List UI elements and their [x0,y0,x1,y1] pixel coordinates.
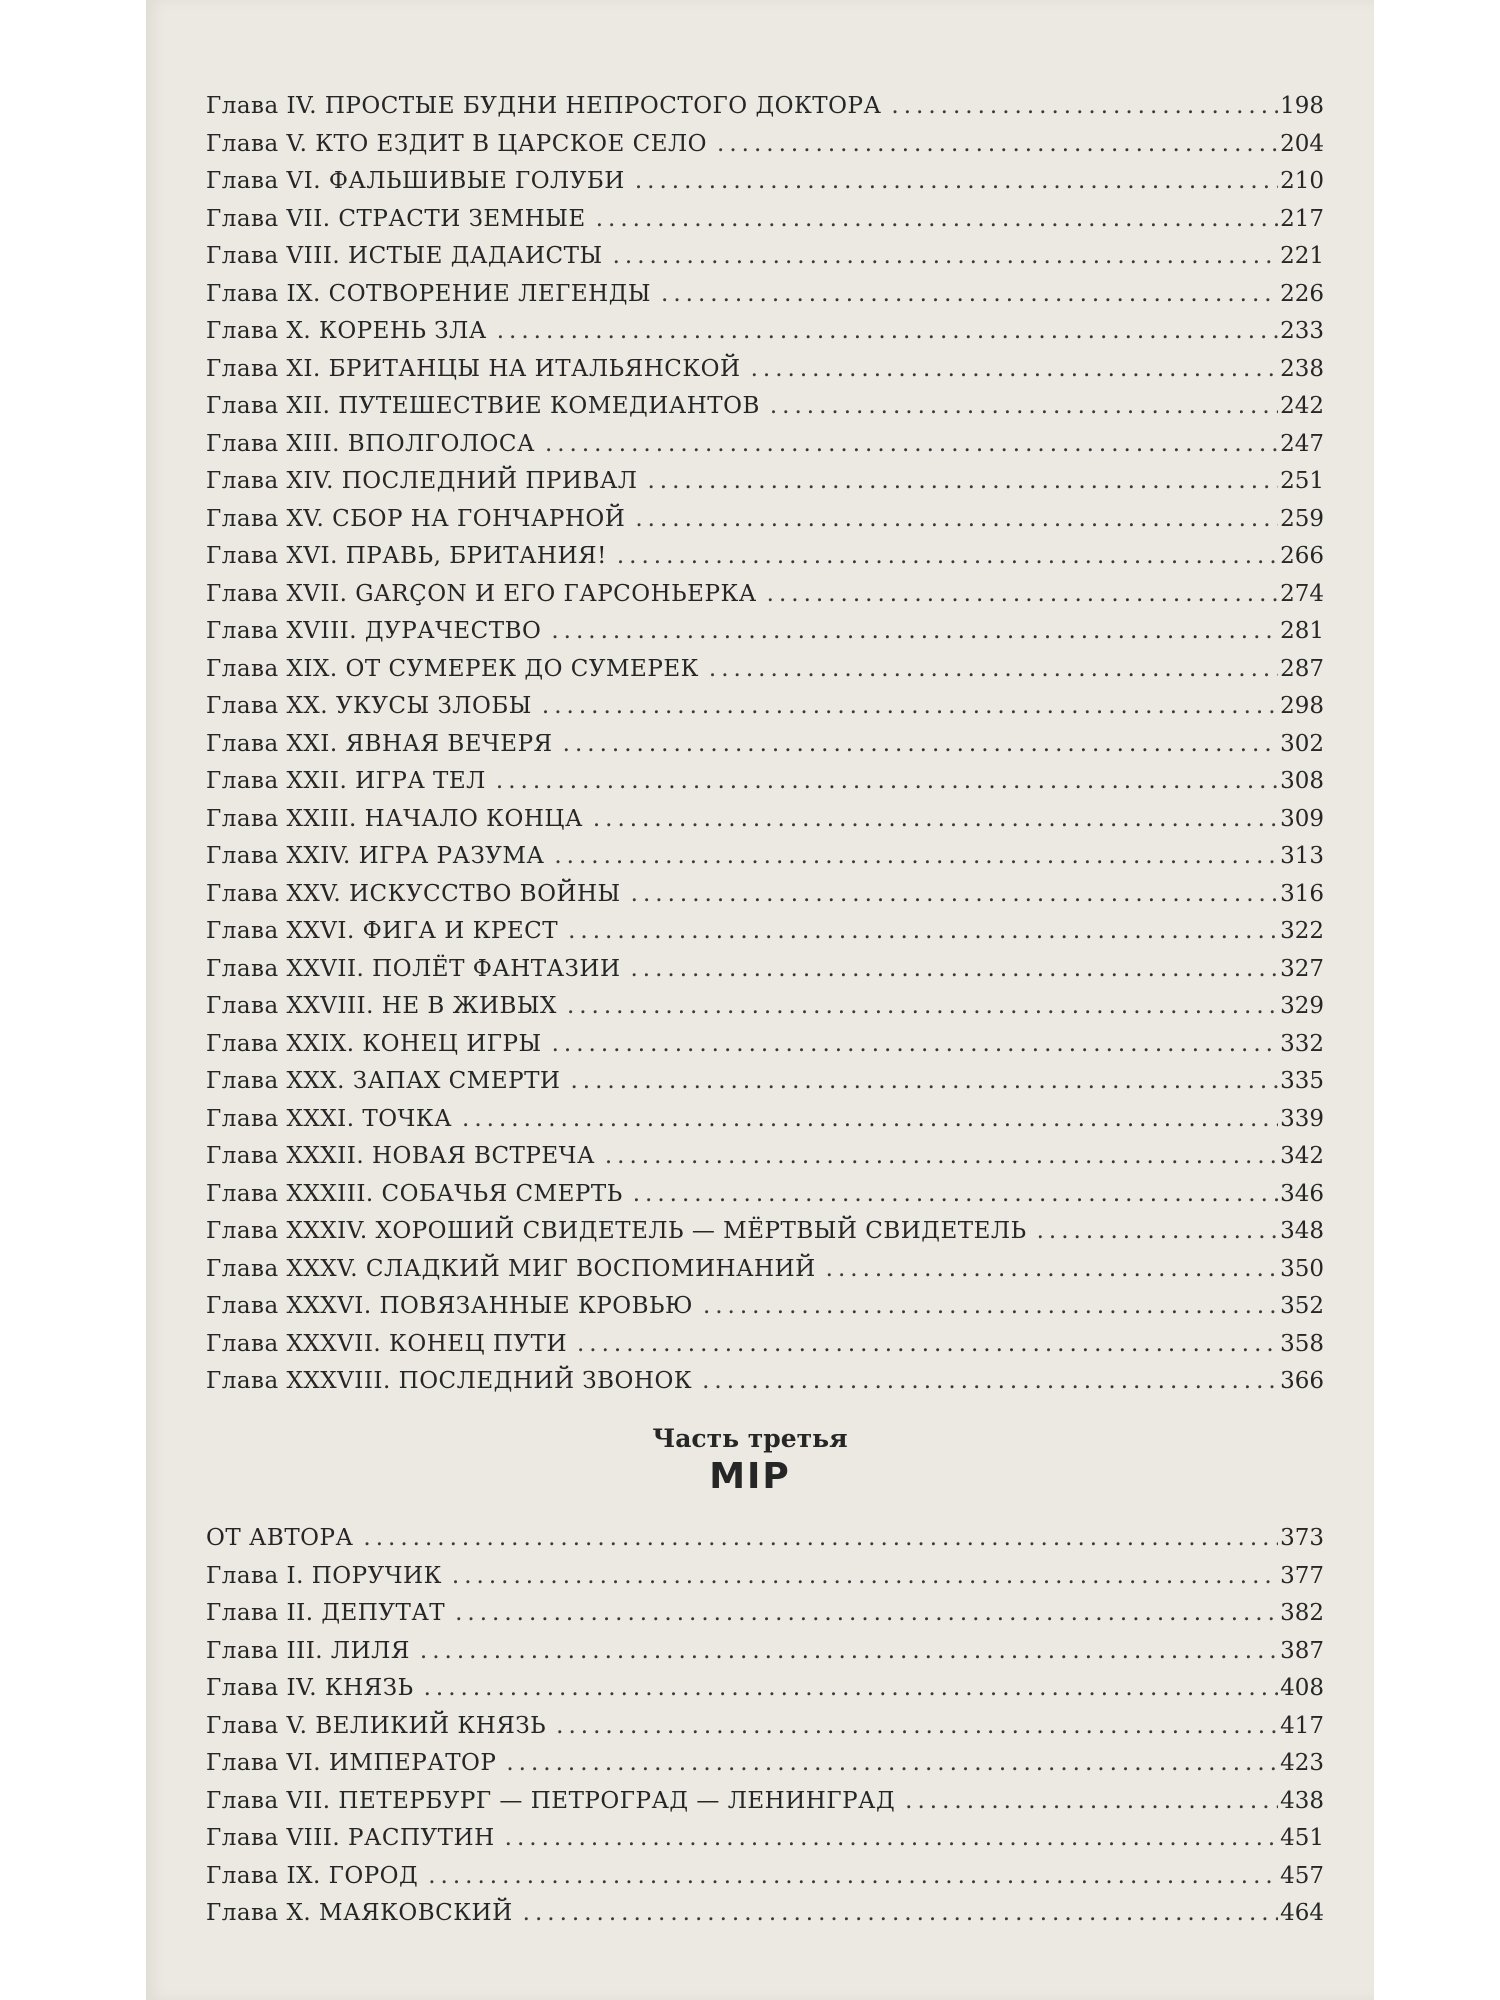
toc-entry [206,1026,1324,1064]
toc-entry [206,1633,1324,1671]
toc-entry-page: 221 [1280,243,1324,269]
dot-leader [596,201,1278,239]
toc-entry-page: 366 [1280,1368,1324,1394]
toc-entry-page: 274 [1280,580,1324,607]
toc-entry-title: Глава XIV. ПОСЛЕДНИЙ ПРИВАЛ [206,468,638,494]
dot-leader [568,913,1278,951]
toc-entry-page: 342 [1280,1143,1324,1169]
toc-entry-page: 302 [1280,730,1324,757]
dot-leader [567,988,1278,1026]
toc-entry-title: Глава X. КОРЕНЬ ЗЛА [206,318,487,344]
dot-leader [770,388,1278,426]
toc-section-part-three [206,1520,1324,1933]
toc-entry-title: Глава IV. КНЯЗЬ [206,1675,414,1701]
toc-entry-page: 408 [1280,1675,1324,1701]
toc-section-first [206,88,1324,1401]
toc-entry-title: Глава XXXVIII. ПОСЛЕДНИЙ ЗВОНОК [206,1368,693,1394]
toc-entry [206,1595,1324,1633]
toc-entry [206,313,1324,351]
dot-leader [554,838,1278,876]
toc-entry [206,763,1324,801]
part-title: MIP [709,1456,791,1497]
dot-leader [751,351,1278,389]
toc-entry [206,163,1324,201]
toc-entry [206,1213,1324,1251]
dot-leader [506,1745,1278,1783]
toc-entry-page: 451 [1280,1825,1324,1851]
dot-leader [577,1326,1278,1364]
dot-leader [826,1251,1278,1289]
toc-entry-page: 266 [1280,543,1324,569]
toc-entry [206,1895,1324,1933]
toc-entry [206,801,1324,839]
dot-leader [635,501,1278,539]
toc-entry-page: 259 [1280,505,1324,532]
toc-entry-title: Глава XX. УКУСЫ ЗЛОБЫ [206,693,532,719]
toc-entry-page: 352 [1280,1293,1324,1319]
toc-entry-page: 298 [1280,693,1324,719]
dot-leader [497,313,1278,351]
toc-entry-page: 217 [1280,205,1324,232]
toc-entry-title: Глава IV. ПРОСТЫЕ БУДНИ НЕПРОСТОГО ДОКТОРА [206,93,882,119]
toc-entry [206,1858,1324,1896]
toc-entry [206,1708,1324,1746]
dot-leader [593,801,1278,839]
dot-leader [455,1595,1278,1633]
toc-entry-page: 198 [1280,93,1324,119]
toc-entry-page: 329 [1280,993,1324,1019]
toc-entry-title: Глава XXVII. ПОЛЁТ ФАНТАЗИИ [206,955,621,982]
dot-leader [703,1288,1278,1326]
dot-leader [1037,1213,1278,1251]
toc-entry [206,388,1324,426]
toc-entry-page: 335 [1280,1068,1324,1094]
toc-entry-title: Глава XXXIII. СОБАЧЬЯ СМЕРТЬ [206,1180,623,1207]
toc-entry-page: 346 [1280,1180,1324,1207]
toc-entry-title: Глава XXIII. НАЧАЛО КОНЦА [206,805,583,832]
dot-leader [452,1558,1278,1596]
toc-entry-page: 233 [1280,318,1324,344]
toc-entry-page: 377 [1280,1562,1324,1589]
toc-entry-page: 457 [1280,1862,1324,1889]
toc-entry [206,426,1324,464]
dot-leader [551,613,1278,651]
toc-entry [206,538,1324,576]
toc-entry-title: Глава VI. ФАЛЬШИВЫЕ ГОЛУБИ [206,168,625,194]
toc-entry-title: Глава III. ЛИЛЯ [206,1637,410,1664]
toc-entry-title: Глава XXIX. КОНЕЦ ИГРЫ [206,1030,542,1057]
toc-entry-title: Глава IX. СОТВОРЕНИЕ ЛЕГЕНДЫ [206,280,652,307]
toc-entry [206,88,1324,126]
toc-entry [206,1326,1324,1364]
toc-entry-title: Глава II. ДЕПУТАТ [206,1600,446,1626]
toc-entry [206,613,1324,651]
toc-entry-page: 226 [1280,280,1324,307]
toc-entry [206,276,1324,314]
toc-entry [206,1670,1324,1708]
toc-entry [206,876,1324,914]
toc-entry-title: Глава XVII. GARÇON И ЕГО ГАРСОНЬЕРКА [206,580,757,607]
toc-entry [206,1101,1324,1139]
toc-entry-page: 464 [1280,1900,1324,1926]
toc-entry-page: 238 [1280,355,1324,382]
toc-entry-title: Глава XXXIV. ХОРОШИЙ СВИДЕТЕЛЬ — МЁРТВЫЙ СВИДЕТЕЛЬ [206,1218,1027,1244]
toc-entry-title: Глава XXXII. НОВАЯ ВСТРЕЧА [206,1143,595,1169]
dot-leader [424,1670,1278,1708]
toc-entry [206,1363,1324,1401]
toc-entry-page: 339 [1280,1105,1324,1132]
toc-entry-title: Глава VIII. ИСТЫЕ ДАДАИСТЫ [206,243,603,269]
dot-leader [631,876,1278,914]
toc-entry [206,951,1324,989]
toc-entry-page: 350 [1280,1255,1324,1282]
dot-leader [496,763,1278,801]
toc-entry-page: 247 [1280,430,1324,457]
toc-entry [206,988,1324,1026]
toc-entry-page: 327 [1280,955,1324,982]
dot-leader [613,238,1278,276]
dot-leader [702,1363,1278,1401]
toc-entry-title: Глава XXX. ЗАПАХ СМЕРТИ [206,1068,561,1094]
dot-leader [617,538,1278,576]
toc-entry [206,463,1324,501]
toc-entry [206,1176,1324,1214]
toc-entry-page: 423 [1280,1750,1324,1776]
toc-entry-page: 313 [1280,843,1324,869]
dot-leader [647,463,1278,501]
toc-entry-title: Глава VI. ИМПЕРАТОР [206,1750,497,1776]
toc-entry-title: Глава XXXI. ТОЧКА [206,1105,453,1132]
toc-entry-page: 322 [1280,918,1324,944]
dot-leader [605,1138,1278,1176]
toc-entry [206,913,1324,951]
toc-entry-title: Глава V. КТО ЕЗДИТ В ЦАРСКОЕ СЕЛО [206,130,708,157]
toc-entry-title: Глава VII. ПЕТЕРБУРГ — ПЕТРОГРАД — ЛЕНИНГРАД [206,1787,896,1814]
dot-leader [631,951,1279,989]
dot-leader [661,276,1278,314]
toc-entry-page: 438 [1280,1787,1324,1814]
dot-leader [363,1520,1278,1558]
toc-entry-page: 242 [1280,393,1324,419]
toc-entry-page: 348 [1280,1218,1324,1244]
toc-entry-page: 309 [1280,805,1324,832]
dot-leader [709,651,1278,689]
toc-entry-title: Глава XXXVI. ПОВЯЗАННЫЕ КРОВЬЮ [206,1293,693,1319]
toc-entry-page: 287 [1280,655,1324,682]
dot-leader [556,1708,1278,1746]
toc-entry-title: ОТ АВТОРА [206,1525,354,1551]
toc-entry-title: Глава XXXVII. КОНЕЦ ПУТИ [206,1330,567,1357]
toc-entry-title: Глава XXXV. СЛАДКИЙ МИГ ВОСПОМИНАНИЙ [206,1255,816,1282]
dot-leader [552,1026,1278,1064]
dot-leader [905,1783,1278,1821]
toc-entry [206,501,1324,539]
dot-leader [891,88,1278,126]
dot-leader [767,576,1278,614]
toc-entry-page: 316 [1280,880,1324,907]
dot-leader [563,726,1278,764]
toc-entry-title: Глава X. МАЯКОВСКИЙ [206,1900,513,1926]
toc-entry [206,351,1324,389]
dot-leader [523,1895,1278,1933]
toc-entry [206,126,1324,164]
toc-entry [206,651,1324,689]
toc-entry-title: Глава V. ВЕЛИКИЙ КНЯЗЬ [206,1712,547,1739]
toc-entry [206,201,1324,239]
toc-entry [206,1138,1324,1176]
part-label: Часть третья [652,1424,848,1453]
toc-entry-page: 204 [1280,130,1324,157]
toc-entry-page: 417 [1280,1712,1324,1739]
toc-entry-title: Глава XII. ПУТЕШЕСТВИЕ КОМЕДИАНТОВ [206,393,760,419]
toc-entry-title: Глава XXVI. ФИГА И КРЕСТ [206,918,559,944]
toc-entry-title: Глава XV. СБОР НА ГОНЧАРНОЙ [206,505,626,532]
toc-entry [206,576,1324,614]
dot-leader [545,426,1278,464]
toc-entry [206,838,1324,876]
toc-entry [206,688,1324,726]
toc-entry-page: 358 [1280,1330,1324,1357]
toc-entry [206,1520,1324,1558]
toc-entry-page: 308 [1280,768,1324,794]
toc-entry [206,1783,1324,1821]
toc-entry-page: 387 [1280,1637,1324,1664]
dot-leader [635,163,1278,201]
toc-entry-title: Глава XXIV. ИГРА РАЗУМА [206,843,545,869]
toc-entry-title: Глава VII. СТРАСТИ ЗЕМНЫЕ [206,205,586,232]
toc-entry-title: Глава XXI. ЯВНАЯ ВЕЧЕРЯ [206,730,553,757]
toc-entry-page: 382 [1280,1600,1324,1626]
toc-entry-title: Глава XXVIII. НЕ В ЖИВЫХ [206,993,557,1019]
toc-entry [206,1063,1324,1101]
toc-entry [206,1288,1324,1326]
dot-leader [462,1101,1278,1139]
toc-entry-title: Глава XXV. ИСКУССТВО ВОЙНЫ [206,880,621,907]
dot-leader [571,1063,1279,1101]
toc-entry-page: 332 [1280,1030,1324,1057]
toc-entry-title: Глава XIX. ОТ СУМЕРЕК ДО СУМЕРЕК [206,655,699,682]
toc-entry-title: Глава XVI. ПРАВЬ, БРИТАНИЯ! [206,543,607,569]
toc-entry-page: 281 [1280,618,1324,644]
dot-leader [420,1633,1278,1671]
toc-entry-title: Глава XXII. ИГРА ТЕЛ [206,768,486,794]
toc-entry-title: Глава IX. ГОРОД [206,1862,419,1889]
toc-entry [206,1820,1324,1858]
dot-leader [542,688,1278,726]
toc-entry [206,1251,1324,1289]
toc-entry-title: Глава XI. БРИТАНЦЫ НА ИТАЛЬЯНСКОЙ [206,355,741,382]
toc-entry [206,1558,1324,1596]
dot-leader [633,1176,1278,1214]
dot-leader [717,126,1278,164]
toc-entry-page: 210 [1280,168,1324,194]
toc-entry [206,1745,1324,1783]
toc-entry-title: Глава VIII. РАСПУТИН [206,1825,495,1851]
toc-entry-page: 373 [1280,1525,1324,1551]
toc-entry-title: Глава I. ПОРУЧИК [206,1562,442,1589]
dot-leader [505,1820,1278,1858]
toc-entry-page: 251 [1280,468,1324,494]
toc-entry-title: Глава XVIII. ДУРАЧЕСТВО [206,618,542,644]
dot-leader [428,1858,1278,1896]
toc-entry [206,726,1324,764]
toc-entry-title: Глава XIII. ВПОЛГОЛОСА [206,430,535,457]
toc-entry [206,238,1324,276]
